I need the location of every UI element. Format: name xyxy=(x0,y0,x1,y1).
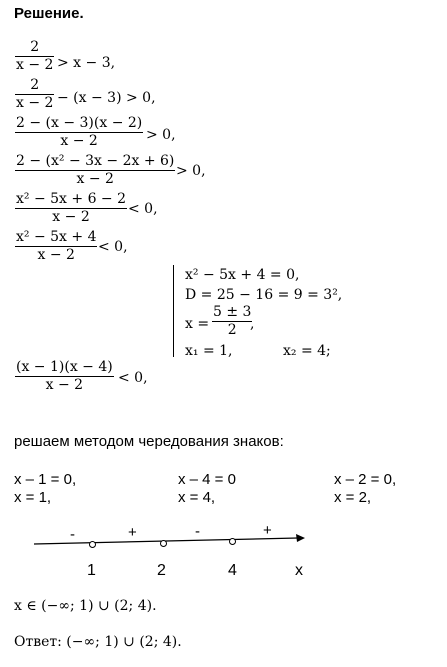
step-3-numerator: 2 − (x − 3)(x − 2) xyxy=(16,115,143,131)
step-5-fraction xyxy=(15,192,127,225)
side-x-numerator: 5 ± 3 xyxy=(213,304,252,320)
step-1-numerator: 2 xyxy=(30,39,40,55)
step-3-tail: > 0, xyxy=(146,127,176,143)
number-line-point-2 xyxy=(160,540,167,547)
step-1-fraction xyxy=(15,40,54,73)
step-5-tail: < 0, xyxy=(128,201,158,217)
solution-title: Решение. xyxy=(14,5,84,22)
side-root-1: x₁ = 1, xyxy=(185,343,233,359)
step-5-denominator: x − 2 xyxy=(52,209,90,225)
side-x-tail: , xyxy=(250,316,255,332)
step-2-numerator: 2 xyxy=(30,77,40,93)
side-x-fraction xyxy=(212,304,255,338)
sign-interval-2: + xyxy=(128,524,137,541)
root-1-value: x = 1, xyxy=(14,489,52,506)
factored-tail: < 0, xyxy=(118,370,148,386)
side-x-denominator: 2 xyxy=(227,322,237,338)
step-6-denominator: x − 2 xyxy=(37,247,75,263)
step-2-fraction xyxy=(15,78,54,111)
step-3-fraction xyxy=(15,116,143,149)
step-1-tail: > x − 3, xyxy=(57,55,116,71)
root-3-equation: x – 2 = 0, xyxy=(334,471,397,488)
number-line xyxy=(0,520,447,590)
step-3-denominator: x − 2 xyxy=(60,133,98,149)
method-text: решаем методом чередования знаков: xyxy=(14,433,284,450)
step-6-fraction xyxy=(15,230,97,263)
side-root-2: x₂ = 4; xyxy=(283,343,331,359)
number-line-point-1 xyxy=(89,541,96,548)
factored-fraction xyxy=(15,360,114,393)
number-line-point-4 xyxy=(229,538,236,545)
step-4-numerator: 2 − (x² − 3x − 2x + 6) xyxy=(16,153,175,169)
side-x-lhs: x = xyxy=(185,316,210,332)
root-3-value: x = 2, xyxy=(334,489,372,506)
answer-set: x ∈ (−∞; 1) ∪ (2; 4). xyxy=(14,598,157,614)
factored-numerator: (x − 1)(x − 4) xyxy=(16,359,113,375)
sign-interval-1: - xyxy=(70,526,75,543)
point-label-2: 2 xyxy=(157,562,166,579)
step-4-tail: > 0, xyxy=(176,163,206,179)
step-6-numerator: x² − 5x + 4 xyxy=(16,229,97,245)
axis-label: x xyxy=(295,562,303,579)
side-divider xyxy=(173,265,174,357)
factored-denominator: x − 2 xyxy=(45,377,84,393)
point-label-1: 1 xyxy=(87,562,96,579)
point-label-4: 4 xyxy=(228,562,237,579)
step-2-tail: − (x − 3) > 0, xyxy=(57,90,156,106)
step-5-numerator: x² − 5x + 6 − 2 xyxy=(16,191,127,207)
root-1-equation: x – 1 = 0, xyxy=(14,471,77,488)
sign-interval-4: + xyxy=(263,522,272,539)
step-6-tail: < 0, xyxy=(98,239,128,255)
step-4-fraction xyxy=(15,154,175,187)
sign-interval-3: - xyxy=(195,523,200,540)
root-2-value: x = 4, xyxy=(178,489,216,506)
root-2-equation: x – 4 = 0 xyxy=(178,471,236,488)
step-1-denominator: x − 2 xyxy=(16,57,54,73)
step-4-denominator: x − 2 xyxy=(76,171,114,187)
final-answer: Ответ: (−∞; 1) ∪ (2; 4). xyxy=(14,634,182,650)
step-2-denominator: x − 2 xyxy=(16,95,54,111)
side-discriminant: D = 25 − 16 = 9 = 3², xyxy=(185,287,343,303)
side-equation: x² − 5x + 4 = 0, xyxy=(185,267,300,283)
